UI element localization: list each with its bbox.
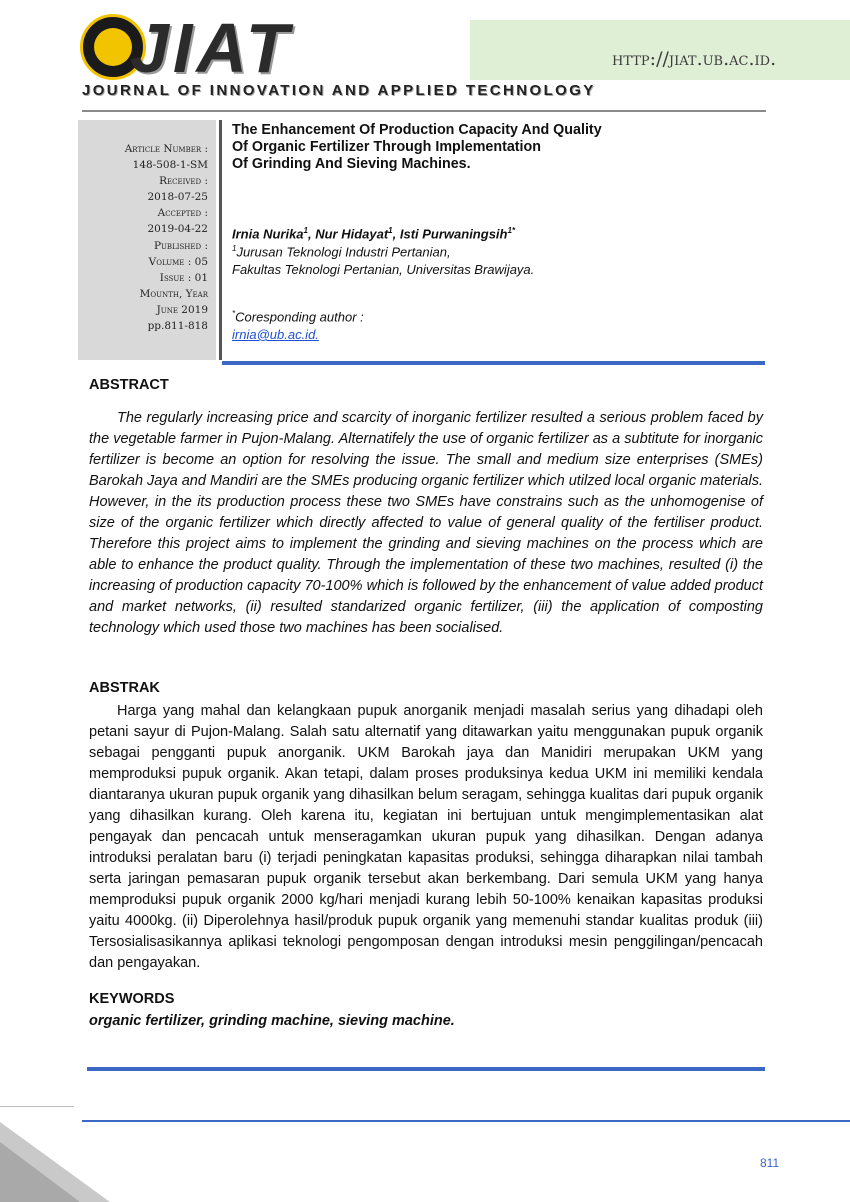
affiliation-line-2: Fakultas Teknologi Pertanian, Universitas Brawijaya. xyxy=(232,262,535,277)
abstract-heading: ABSTRACT xyxy=(89,377,169,393)
issue-line: Issue : 01 xyxy=(159,271,208,284)
article-title xyxy=(232,122,762,173)
journal-url[interactable]: http://jiat.ub.ac.id. xyxy=(612,48,777,70)
author-3: , Isti Purwaningsih xyxy=(392,226,508,242)
corresponding-author-label xyxy=(232,309,364,324)
affiliation-line-1 xyxy=(232,244,451,259)
title-line: Of Grinding And Sieving Machines. xyxy=(232,156,471,172)
author-1: Irnia Nurika xyxy=(232,226,304,242)
keywords-text: organic fertilizer, grinding machine, sieving machine. xyxy=(89,1013,455,1029)
author-list xyxy=(232,226,515,241)
title-divider xyxy=(222,361,765,365)
author-3-sup: 1* xyxy=(507,226,516,235)
title-line: The Enhancement Of Production Capacity And Quality xyxy=(232,122,602,138)
abstract-text: The regularly increasing price and scarcity of inorganic fertilizer resulted a serious problem faced by the vegetable farmer in Pujon-Malang. Alternatifely the use of organic fertilizer as a subtitute for inorganic fertilizer is become an option for resolving the issue. The small and medium size enterprises (SMEs) Barokah Jaya and Mandiri are the SMEs producing organic fertilizer which utilzed local organic materials. However, in the its production process these two SMEs have constrains such as the unhomogenise of size of the organic fertilizer which directly affected to value of general quality of the fertiliser product. Therefore this project aims to implement the grinding and sieving machines on the process which are able to enhance the product quality. Through the implementation of these two machines, resulted (i) the increasing of production capacity 70-100% which is followed by the enhancement of value added product and market networks, (ii) resulted standarized organic fertilizer, (iii) the application of composting technology which used those two machines has been socialised. xyxy=(89,410,763,636)
article-number-value: 148-508-1-SM xyxy=(132,159,208,172)
sidebar-border xyxy=(219,120,222,360)
author-2-sup: 1 xyxy=(388,226,393,235)
author-2: , Nur Hidayat xyxy=(307,226,389,242)
header-divider xyxy=(82,110,766,112)
seal-center-icon xyxy=(94,28,132,66)
affiliation-text-1: Jurusan Teknologi Industri Pertanian, xyxy=(236,244,451,260)
article-number-label: Article Number : xyxy=(124,143,208,155)
month-year-value: June 2019 xyxy=(156,303,208,316)
corresponding-sup: * xyxy=(232,309,236,318)
abstrak-text: Harga yang mahal dan kelangkaan pupuk anorganik menjadi masalah serius yang dihadapi oleh petani sayur di Pujon-Malang. Salah satu alternatif yang ditawarkan yaitu menggunakan pupuk organik sebagai pengganti pupuk anorganik. UKM Barokah jaya dan Manidiri merupakan UKM yang memproduksi pupuk organik. Akan tetapi, dalam proses produksinya kedua UKM ini memiliki kendala diantaranya ukuran pupuk organik yang dihasilkan belum seragam, sehingga kualitas dari pupuk organik yang dihasilkan kurang. Oleh karena itu, kegiatan ini bertujuan untuk mengimplementasikan alat pengayak dan pencacah untuk menseragamkan ukuran pupuk yang dihasilkan. Dengan adanya introduksi peralatan baru (i) terjadi peningkatan kapasitas produksi, sehingga diharapkan nilai tambah serta jaringan pemasaran pupuk organik tersebut akan berkembang. Dari semula UKM yang hanya memproduksi pupuk organik 2000 kg/hari menjadi kurang lebih 50-100% kenaikan kapasitas produksi yaitu 4000kg. (ii) Diperolehnya hasil/produk pupuk organik yang memenuhi standar kualitas produk (iii) Tersosialisasikannya aplikasi teknologi pengomposan dengan introduksi mesin penggilingan/pencacah dan pengayakan. xyxy=(89,703,763,971)
journal-logo-text: JIAT xyxy=(130,9,293,87)
article-info-list xyxy=(84,141,208,334)
affiliation-sup: 1 xyxy=(232,244,237,253)
pages-value: pp.811-818 xyxy=(147,320,208,333)
page-number: 811 xyxy=(760,1156,780,1170)
accepted-label: Accepted : xyxy=(157,207,208,220)
published-label: Published : xyxy=(153,239,208,252)
corresponding-text: Coresponding author : xyxy=(235,309,364,325)
content-end-divider xyxy=(87,1067,765,1071)
journal-name: JOURNAL OF INNOVATION AND APPLIED TECHNOLOGY xyxy=(82,82,596,99)
month-year-label: Mounth, Year xyxy=(139,287,208,300)
abstrak-heading: ABSTRAK xyxy=(89,680,160,696)
received-value: 2018-07-25 xyxy=(147,191,208,204)
accepted-value: 2019-04-22 xyxy=(147,223,208,236)
received-label: Received : xyxy=(159,175,208,188)
footer-divider xyxy=(82,1120,850,1122)
footer-corner-decoration xyxy=(0,1122,110,1202)
author-email-link[interactable]: irnia@ub.ac.id. xyxy=(232,327,319,342)
footnote-rule xyxy=(0,1106,74,1107)
volume-line: Volume : 05 xyxy=(148,255,208,268)
keywords-heading: KEYWORDS xyxy=(89,991,175,1007)
author-1-sup: 1 xyxy=(303,226,308,235)
title-line: Of Organic Fertilizer Through Implementation xyxy=(232,139,541,155)
